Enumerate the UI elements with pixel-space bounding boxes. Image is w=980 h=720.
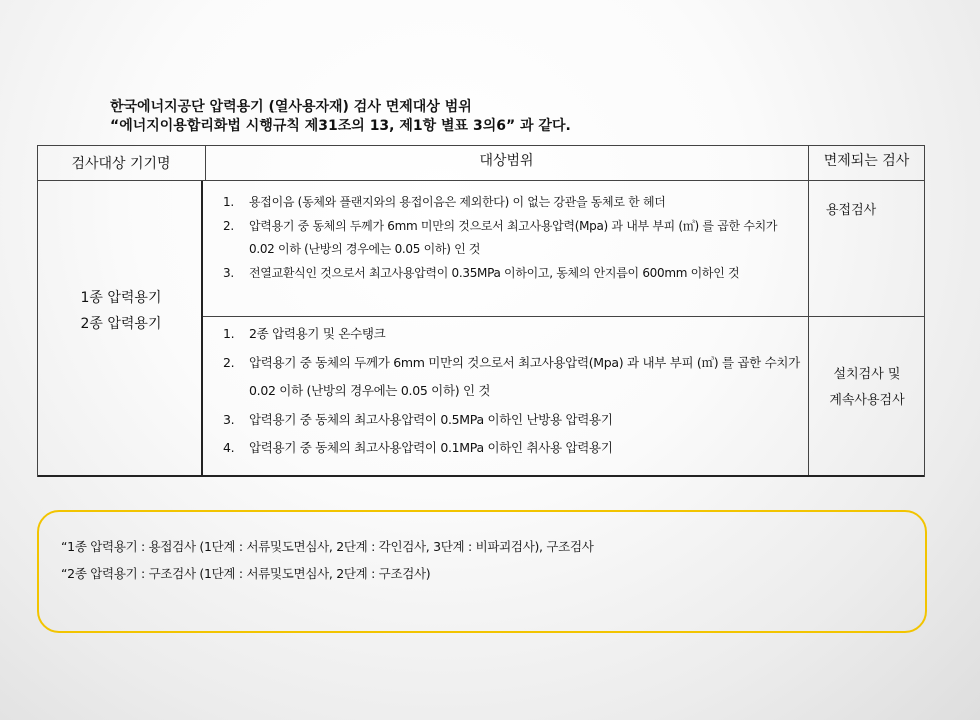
item-text: 2종 압력용기 및 온수탱크 xyxy=(249,326,386,341)
device-line-2: 2종 압력용기 xyxy=(80,316,162,332)
document-heading xyxy=(110,98,571,136)
item-text: 압력용기 중 동체의 두께가 6mm 미만의 것으로서 최고사용압력(Mpa) 과 내부 부피 (㎥) 를 곱한 수치가 0.02 이하 (난방의 경우에는 0.05 이하) 인 것 xyxy=(249,218,778,256)
item-number: 1. xyxy=(223,195,234,209)
list-item xyxy=(223,434,801,463)
item-number: 1. xyxy=(223,326,235,341)
item-number: 4. xyxy=(223,440,235,455)
header-device-name: 검사대상 기기명 xyxy=(71,155,171,172)
header-scope: 대상범위 xyxy=(479,153,534,169)
item-text: 전열교환식인 것으로서 최고사용압력이 0.35MPa 이하이고, 동체의 안지름이 600mm 이하인 것 xyxy=(249,265,740,280)
table-line-col2 xyxy=(808,145,809,475)
heading-line-1: 한국에너지공단 압력용기 (열사용자재) 검사 면제대상 범위 xyxy=(110,99,472,115)
note-line-1: “1종 압력용기 : 용접검사 (1단계 : 서류및도면심사, 2단계 : 각인검사, 3단계 : 비파괴검사), 구조검사 xyxy=(61,539,594,554)
device-label xyxy=(37,285,205,337)
list-item xyxy=(223,406,801,435)
list-item xyxy=(223,349,801,406)
exempt-line-1: 설치검사 및 xyxy=(833,367,901,382)
item-number: 3. xyxy=(223,411,235,427)
table-line-header-bottom xyxy=(37,180,925,181)
table-line-group-divider xyxy=(201,316,925,317)
device-line-1: 1종 압력용기 xyxy=(80,290,162,306)
table-line-right xyxy=(924,145,925,477)
list-item xyxy=(223,191,801,215)
note-line-2: “2종 압력용기 : 구조검사 (1단계 : 서류및도면심사, 2단계 : 구조검사) xyxy=(61,566,431,581)
list-item xyxy=(223,215,801,262)
item-number: 3. xyxy=(223,265,234,280)
exempt-group-1: 용접검사 xyxy=(826,203,877,218)
item-text: 압력용기 중 동체의 두께가 6mm 미만의 것으로서 최고사용압력(Mpa) 과 내부 부피 (㎥) 를 곱한 수치가 0.02 이하 (난방의 경우에는 0.05 이하) 인 것 xyxy=(249,354,800,398)
item-text: 압력용기 중 동체의 최고사용압력이 0.5MPa 이하인 난방용 압력용기 xyxy=(249,411,613,427)
list-item xyxy=(223,262,801,286)
heading-line-2: “에너지이용합리화법 시행규칙 제31조의 13, 제1항 별표 3의6” 과 같다. xyxy=(110,118,571,134)
scope-list-group-2 xyxy=(223,320,801,463)
note-box xyxy=(37,510,927,633)
exempt-line-2: 계속사용검사 xyxy=(829,393,905,408)
header-exempt-inspection: 면제되는 검사 xyxy=(823,153,910,169)
scope-list-group-1 xyxy=(223,191,801,285)
exempt-group-2 xyxy=(809,362,925,414)
item-text: 용접이음 (동체와 플랜지와의 용접이음은 제외한다) 이 없는 강관을 동체로 한 헤더 xyxy=(249,195,666,209)
exemption-table xyxy=(37,145,925,478)
list-item xyxy=(223,320,801,349)
table-line-bottom xyxy=(37,475,925,477)
item-number: 2. xyxy=(223,218,234,233)
item-text: 압력용기 중 동체의 최고사용압력이 0.1MPa 이하인 취사용 압력용기 xyxy=(249,440,613,455)
item-number: 2. xyxy=(223,354,235,370)
